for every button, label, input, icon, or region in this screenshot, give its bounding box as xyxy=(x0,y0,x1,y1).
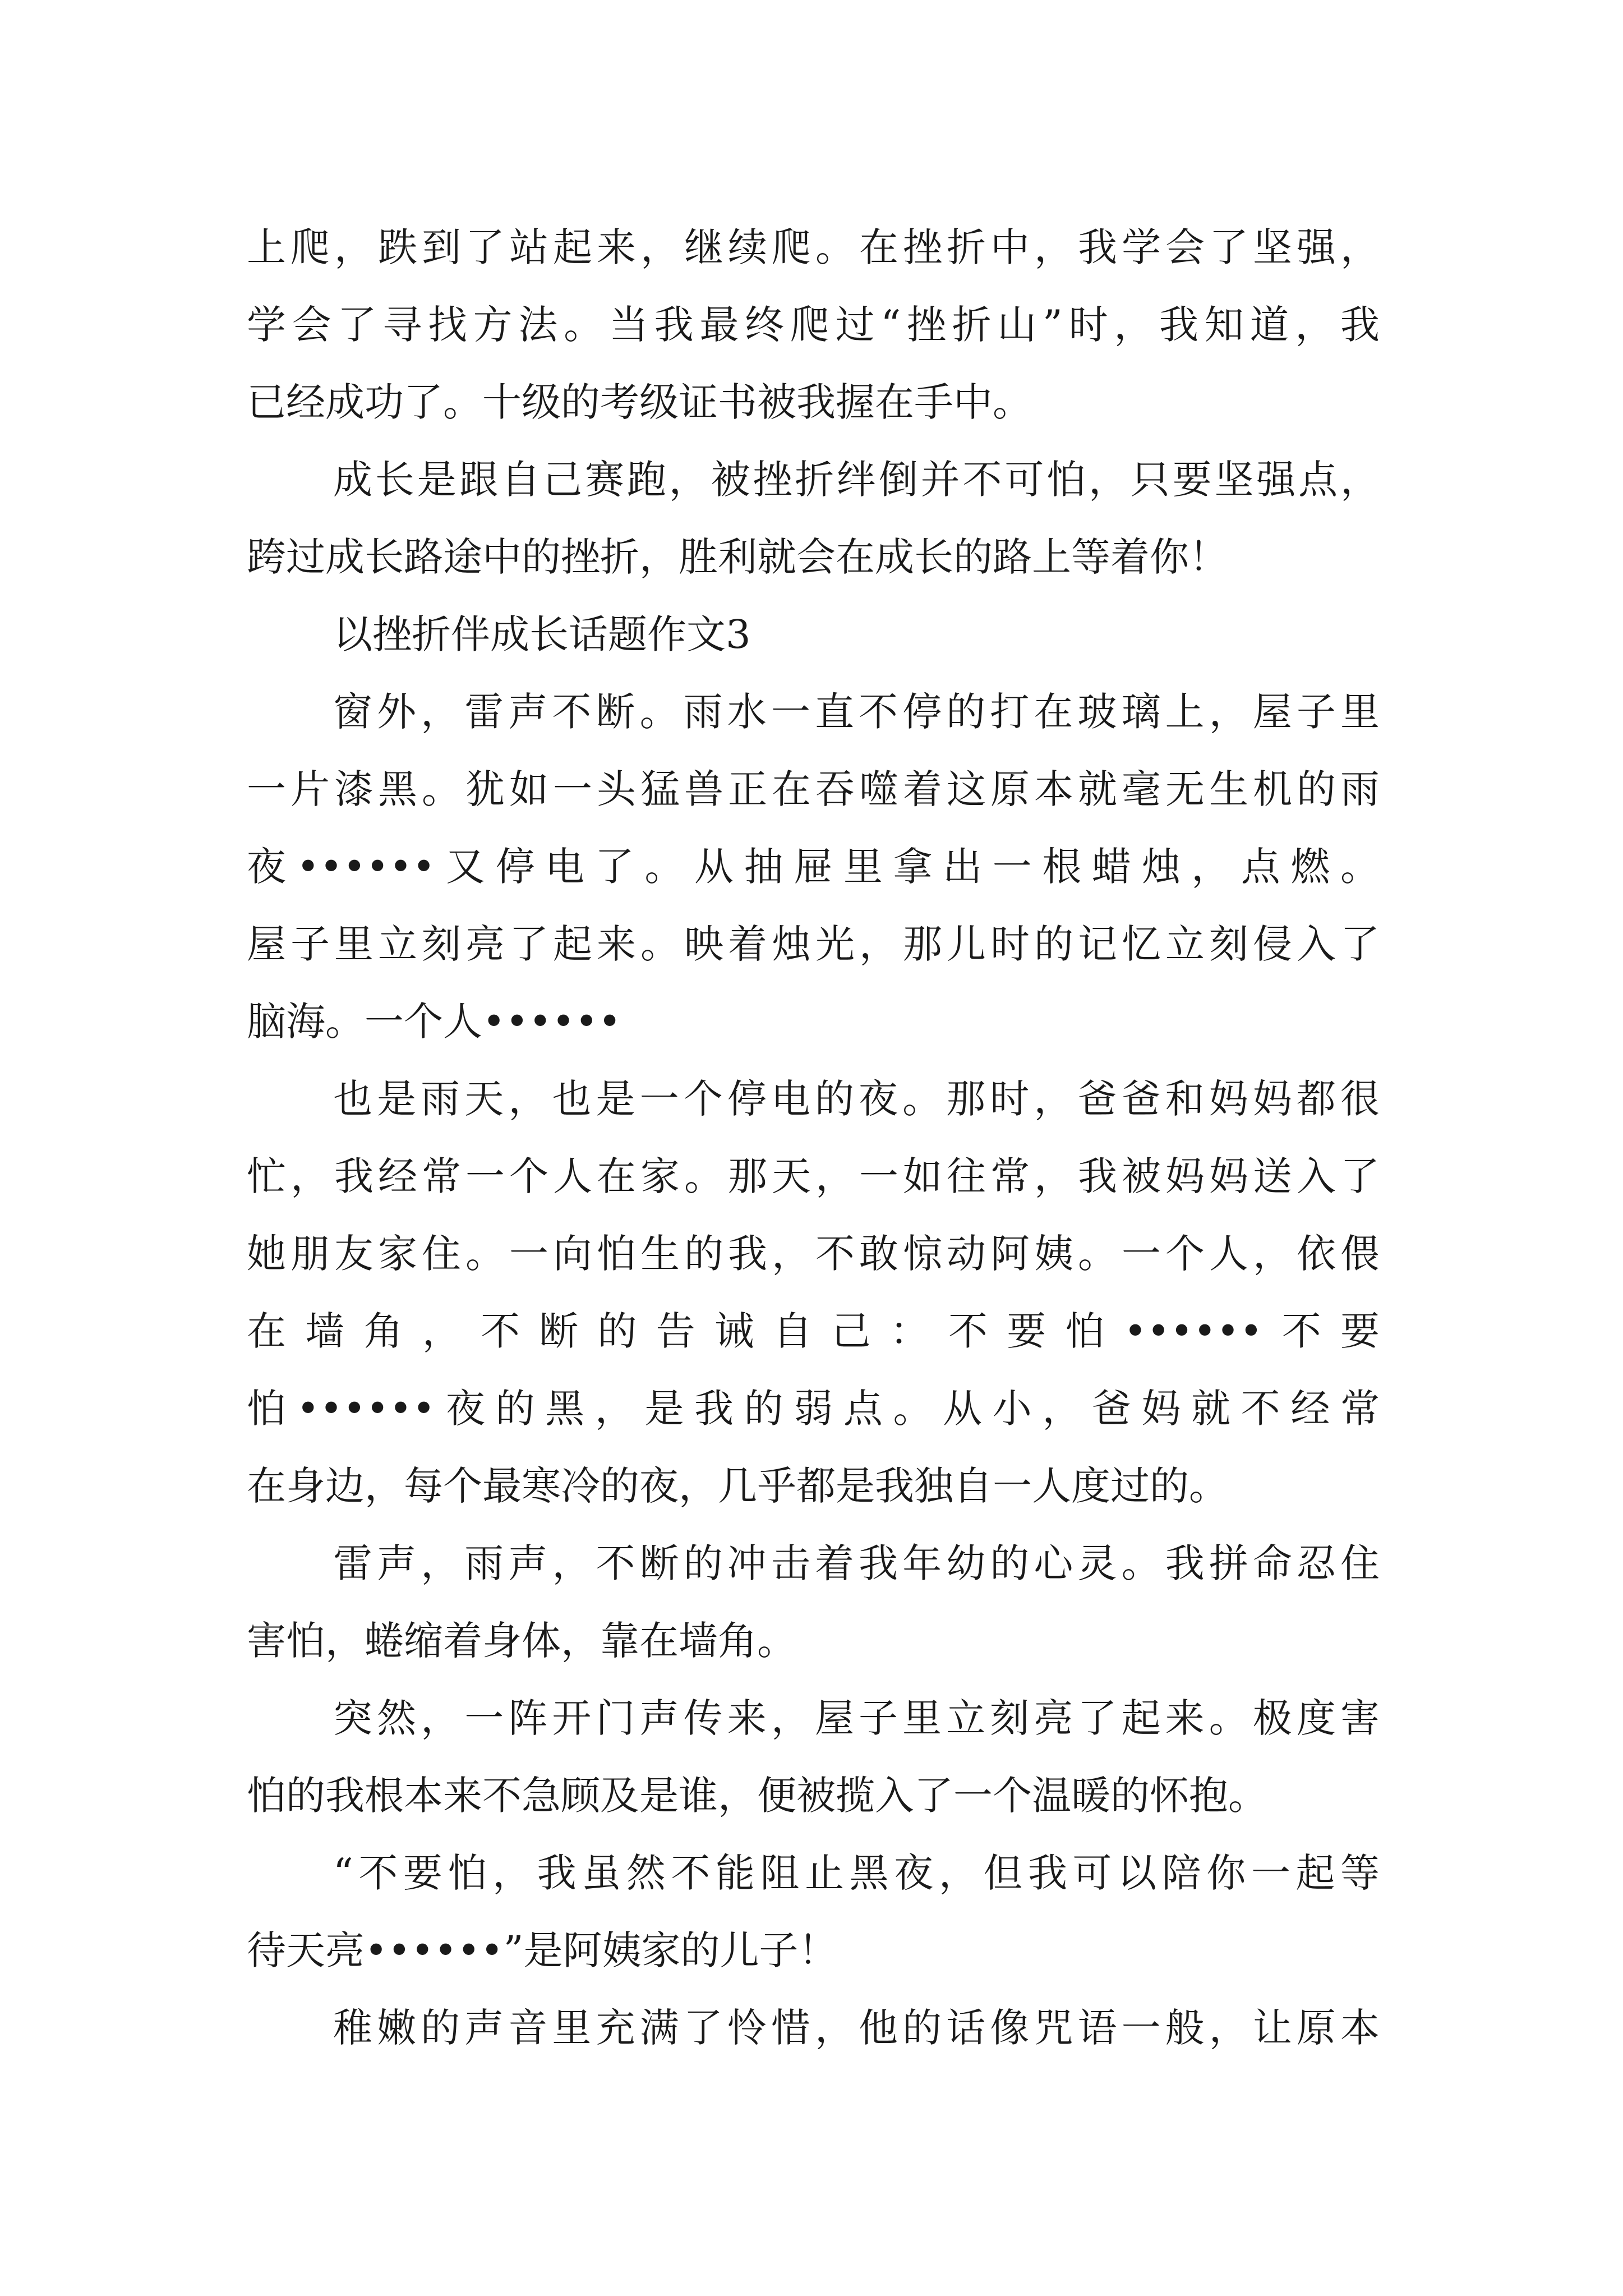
paragraph-line: 在身边，每个最寒冷的夜，几乎都是我独自一人度过的。 xyxy=(247,1463,1228,1509)
paragraph-line: 也是雨天，也是一个停电的夜。那时，爸爸和妈妈都很 xyxy=(333,1076,1380,1122)
paragraph-line: 她朋友家住。一向怕生的我，不敢惊动阿姨。一个人，依偎 xyxy=(247,1231,1380,1277)
document-body xyxy=(247,209,1380,2067)
paragraph-line: 学会了寻找方法。当我最终爬过“挫折山”时，我知道，我 xyxy=(247,302,1380,348)
paragraph-line: 忙，我经常一个人在家。那天，一如往常，我被妈妈送入了 xyxy=(247,1153,1380,1199)
paragraph-line: “不要怕，我虽然不能阻止黑夜，但我可以陪你一起等 xyxy=(333,1850,1380,1896)
paragraph-line: 夜••••••又停电了。从抽屉里拿出一根蜡烛，点燃。 xyxy=(247,844,1380,890)
paragraph-line: 稚嫩的声音里充满了怜惜，他的话像咒语一般，让原本 xyxy=(333,2005,1380,2051)
paragraph-line: 怕••••••夜的黑，是我的弱点。从小，爸妈就不经常 xyxy=(247,1386,1380,1432)
section-heading: 以挫折伴成长话题作文3 xyxy=(333,611,751,657)
paragraph-line: 成长是跟自己赛跑，被挫折绊倒并不可怕，只要坚强点， xyxy=(333,457,1380,503)
paragraph-line: 害怕，蜷缩着身体，靠在墙角。 xyxy=(247,1618,796,1664)
paragraph-line: 待天亮••••••”是阿姨家的儿子！ xyxy=(247,1927,838,1973)
paragraph-line: 窗外，雷声不断。雨水一直不停的打在玻璃上，屋子里 xyxy=(333,689,1380,735)
paragraph-line: 已经成功了。十级的考级证书被我握在手中。 xyxy=(247,379,1032,425)
paragraph-line: 脑海。一个人•••••• xyxy=(247,999,621,1045)
paragraph-line: 在墙角，不断的告诫自己：不要怕••••••不要 xyxy=(247,1308,1380,1354)
paragraph-line: 上爬，跌到了站起来，继续爬。在挫折中，我学会了坚强， xyxy=(247,224,1380,270)
paragraph-line: 屋子里立刻亮了起来。映着烛光，那儿时的记忆立刻侵入了 xyxy=(247,921,1380,967)
paragraph-line: 雷声，雨声，不断的冲击着我年幼的心灵。我拼命忍住 xyxy=(333,1540,1380,1586)
paragraph-line: 一片漆黑。犹如一头猛兽正在吞噬着这原本就毫无生机的雨 xyxy=(247,766,1380,812)
paragraph-line: 跨过成长路途中的挫折，胜利就会在成长的路上等着你！ xyxy=(247,534,1228,580)
paragraph-line: 怕的我根本来不急顾及是谁，便被揽入了一个温暖的怀抱。 xyxy=(247,1773,1267,1819)
paragraph-line: 突然，一阵开门声传来，屋子里立刻亮了起来。极度害 xyxy=(333,1695,1380,1741)
